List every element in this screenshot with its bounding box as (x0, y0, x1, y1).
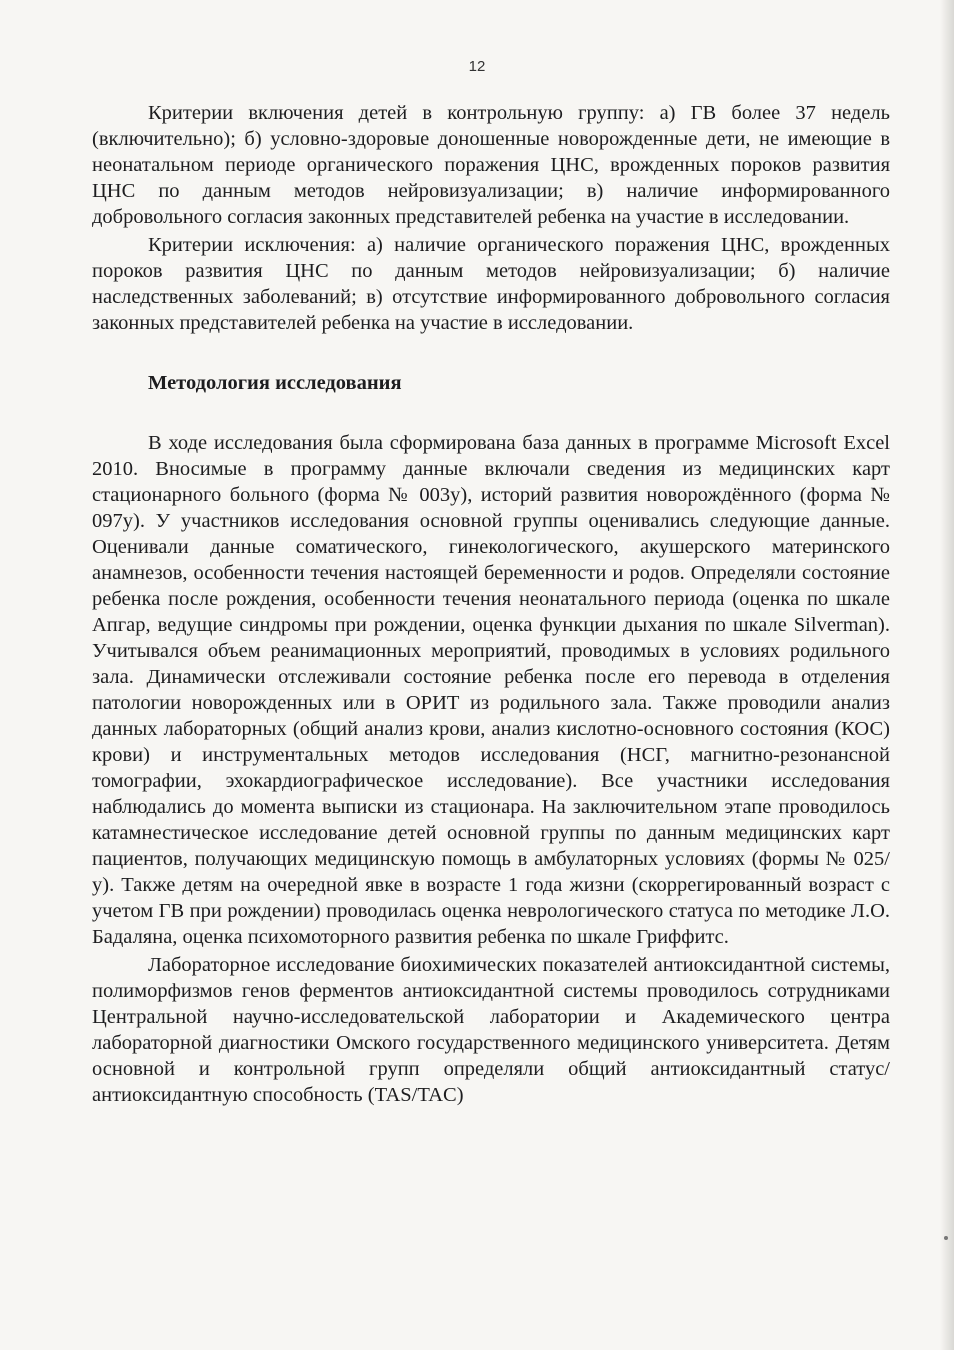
paragraph-methodology: В ходе исследования была сформирована база данных в программе Microsoft Excel 2010. Вносимые в программу данные включали сведения из медицинских карт стационарного больного (форма № 003у), историй развития новорождённого (форма № 097у). У участников исследования основной группы оценивались следующие данные. Оценивали данные соматического, гинекологического, акушерского материнского анамнезов, особенности течения настоящей беременности и родов. Определяли состояние ребенка после рождения, особенности течения неонатального периода (оценка по шкале Апгар, ведущие синдромы при рождении, оценка функции дыхания по шкале Silverman). Учитывался объем реанимационных мероприятий, проводимых в условиях родильного зала. Динамически отслеживали состояние ребенка после его перевода в отделения патологии новорожденных или в ОРИТ из родильного зала. Также проводили анализ данных лабораторных (общий анализ крови, анализ кислотно-основного состояния (КОС) крови) и инструментальных методов исследования (НСГ, магнитно-резонансной томографии, эхокардиографическое исследование). Все участники исследования наблюдались до момента выписки из стационара. На заключительном этапе проводилось катамнестическое исследование детей основной группы по данным медицинских карт пациентов, получающих медицинскую помощь в амбулаторных условиях (формы № 025/у). Также детям на очередной явке в возрасте 1 года жизни (скоррегированный возраст с учетом ГВ при рождении) проводилась оценка неврологического статуса по методике Л.О. Бадаляна, оценка психомоторного развития ребенка по шкале Гриффитс. (92, 432, 890, 948)
page-number: 12 (468, 58, 486, 75)
paragraph-exclusion-criteria: Критерии исключения: а) наличие органического поражения ЦНС, врожденных пороков развития ЦНС по данным методов нейровизуализации; б) наличие наследственных заболеваний; в) отсутствие информированного добровольного согласия законных представителей ребенка на участие в исследовании. (92, 234, 890, 334)
section-heading: Методология исследования (148, 372, 402, 394)
page-edge-shadow (940, 0, 954, 1350)
paragraph-inclusion-criteria: Критерии включения детей в контрольную группу: а) ГВ более 37 недель (включительно); б) условно-здоровые доношенные новорожденные дети, не имеющие в неонатальном периоде органического поражения ЦНС, врожденных пороков развития ЦНС по данным методов нейровизуализации; в) наличие информированного добровольного согласия законных представителей ребенка на участие в исследовании. (92, 102, 890, 228)
paragraph-laboratory: Лабораторное исследование биохимических показателей антиоксидантной системы, полиморфизмов генов ферментов антиоксидантной системы проводилось сотрудниками Центральной научно-исследовательской лаборатории и Академического центра лабораторной диагностики Омского государственного медицинского университета. Детям основной и контрольной групп определяли общий антиоксидантный статус/антиоксидантную способность (TAS/TAC) (92, 954, 890, 1106)
document-body (92, 100, 890, 1108)
scan-speck (944, 1236, 948, 1240)
